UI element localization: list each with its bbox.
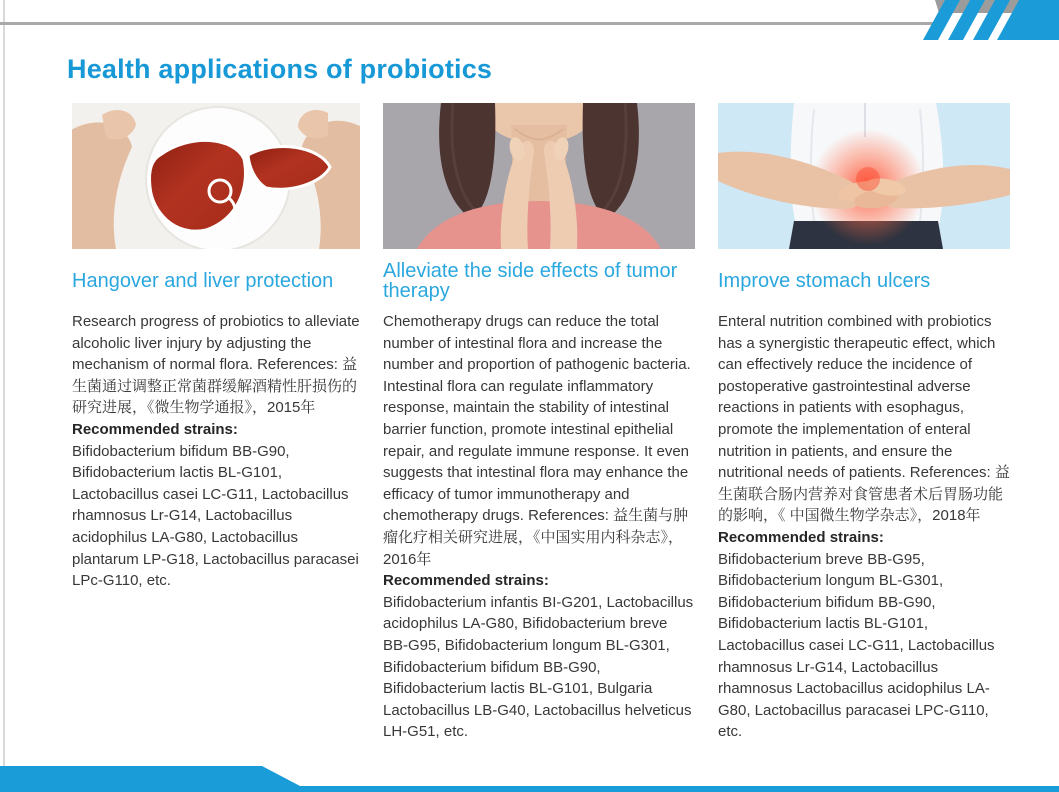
recommended-strains-label: Recommended strains: bbox=[72, 420, 238, 438]
bottom-bar-decoration bbox=[0, 766, 1059, 792]
liver-protection-image bbox=[72, 103, 360, 249]
card-description: Chemotherapy drugs can reduce the total number of intestinal flora and increase the number and proportion of pathogenic bacteria. Intestinal flora can regulate inflammatory response, maintain the stability of intestinal barrier function, promote intestinal epithelial repair, and regulate immune response. It even suggests that intestinal flora may enhance the efficacy of tumor immunotherapy and chemotherapy drugs. References: 益生菌与肿瘤化疗相关研究进展，《中国实用内科杂志》，2016年 bbox=[383, 313, 691, 568]
card-tumor-therapy bbox=[383, 103, 695, 743]
card-hangover-liver-protection bbox=[72, 103, 360, 743]
strains-list: Bifidobacterium bifidum BB-G90, Bifidobacterium lactis BL-G101, Lactobacillus casei LC-G11, Lactobacillus rhamnosus Lr-G14, Lactobacillus acidophilus LA-G80, Lactobacillus plantarum LP-G18, Lactobacillus paracasei LPc-G110, etc. bbox=[72, 442, 359, 590]
stomach-ulcer-image bbox=[718, 103, 1010, 249]
strains-list: Bifidobacterium infantis BI-G201, Lactobacillus acidophilus LA-G80, Bifidobacterium breve BB-G95, Bifidobacterium longum BL-G301, Bifidobacterium bifidum BB-G90, Bifidobacterium lactis BL-G101, Bulgaria Lactobacillus LB-G40, Lactobacillus helveticus LH-G51, etc. bbox=[383, 593, 694, 741]
card-description: Enteral nutrition combined with probiotics has a synergistic therapeutic effect, which can effectively reduce the incidence of postoperative gastrointestinal adverse reactions in patients with esophagus, promote the implementation of enteral nutrition in patients, and ensure the nutritional needs of patients. References: 益生菌联合肠内营养对食管患者术后胃肠功能的影响，《 中国微生物学杂志》，2018年 bbox=[718, 313, 1010, 525]
strains-list: Bifidobacterium breve BB-G95, Bifidobacterium longum BL-G301, Bifidobacterium bifidum BB-G90, Bifidobacterium lactis BL-G101, Lactobacillus casei LC-G11, Lactobacillus rhamnosus Lr-G14, Lactobacillus rhamnosus Lactobacillus acidophilus LA-G80, Lactobacillus paracasei LPC-G110, etc. bbox=[718, 550, 995, 741]
cards-row bbox=[0, 103, 1059, 743]
page-title: Health applications of probiotics bbox=[67, 54, 493, 84]
card-heading: Alleviate the side effects of tumor therapy bbox=[383, 260, 678, 302]
top-divider-line bbox=[0, 22, 945, 25]
tumor-therapy-image bbox=[383, 103, 695, 249]
recommended-strains-label: Recommended strains: bbox=[718, 528, 884, 546]
card-stomach-ulcers bbox=[718, 103, 1010, 743]
corner-stripes-decoration bbox=[849, 0, 1059, 46]
card-heading: Hangover and liver protection bbox=[72, 270, 334, 292]
left-edge-line bbox=[3, 0, 5, 792]
card-heading: Improve stomach ulcers bbox=[718, 270, 931, 292]
recommended-strains-label: Recommended strains: bbox=[383, 572, 549, 590]
card-description: Research progress of probiotics to alleviate alcoholic liver injury by adjusting the mechanism of normal flora. References: 益生菌通过调整正常菌群缓解酒精性肝损伤的研究进展，《微生物学通报》，2015年 bbox=[72, 313, 360, 417]
